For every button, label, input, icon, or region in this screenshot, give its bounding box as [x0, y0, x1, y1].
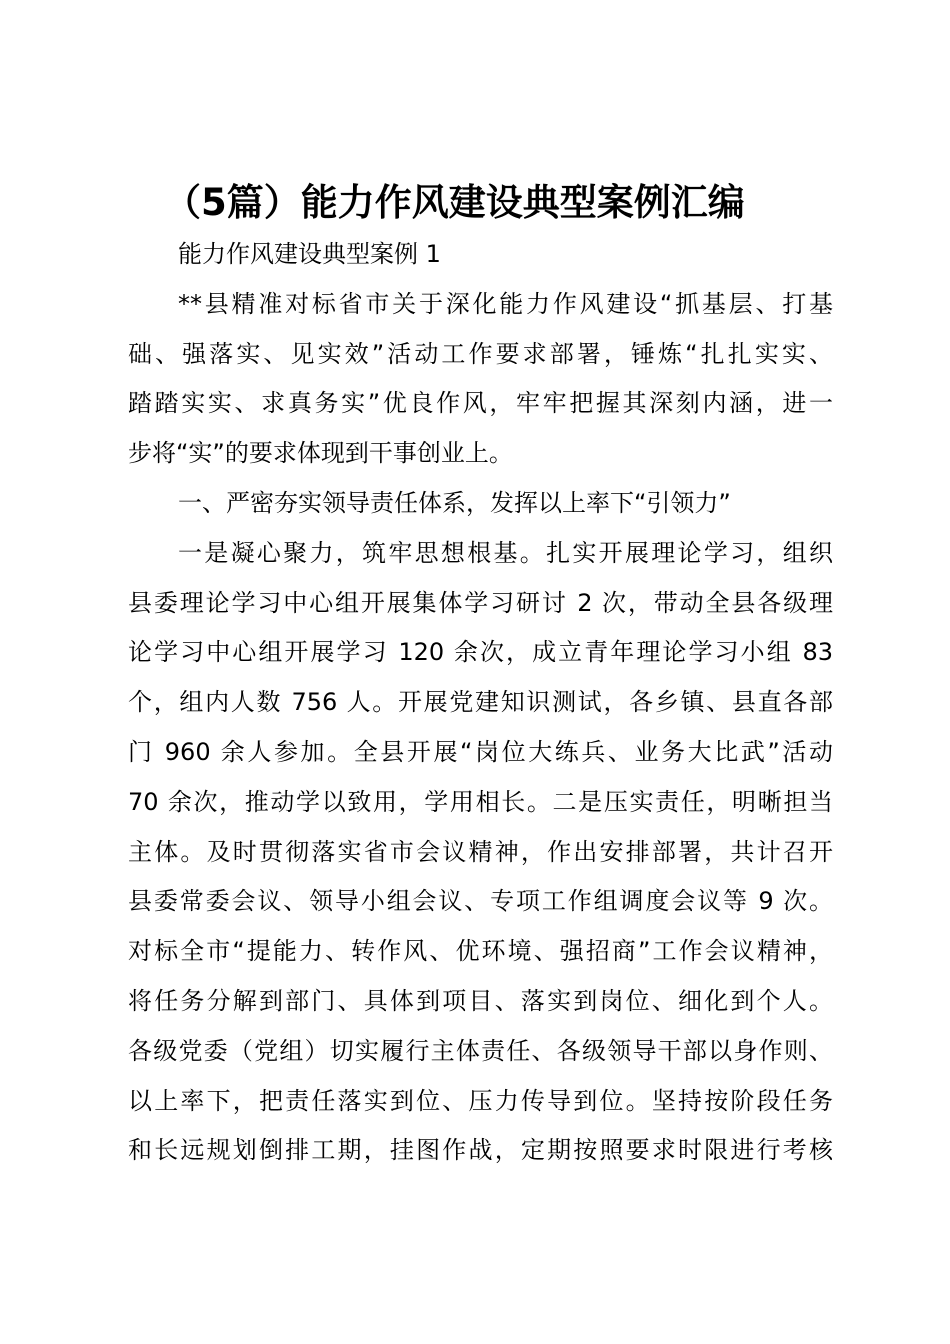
paragraph-line: 踏踏实实、求真务实”优良作风，牢牢把握其深刻内涵，进一: [128, 389, 833, 418]
paragraph-line: 各级党委（党组）切实履行主体责任、各级领导干部以身作则、: [128, 1036, 833, 1065]
paragraph-line: 以上率下，把责任落实到位、压力传导到位。坚持按阶段任务: [128, 1086, 833, 1115]
document-title: （5篇）能力作风建设典型案例汇编: [164, 181, 745, 224]
paragraph-line: 县委常委会议、领导小组会议、专项工作组调度会议等 9 次。: [128, 887, 833, 916]
paragraph-line: 一是凝心聚力，筑牢思想根基。扎实开展理论学习，组织: [178, 538, 833, 567]
section-subtitle: 能力作风建设典型案例 1: [178, 240, 441, 268]
paragraph-line: 步将“实”的要求体现到干事创业上。: [128, 439, 513, 468]
paragraph-line: 对标全市“提能力、转作风、优环境、强招商”工作会议精神，: [128, 937, 833, 966]
document-body: [128, 230, 833, 1176]
paragraph-line: 主体。及时贯彻落实省市会议精神，作出安排部署，共计召开: [128, 837, 833, 866]
paragraph-line: 论学习中心组开展学习 120 余次，成立青年理论学习小组 83: [128, 638, 833, 667]
paragraph-line: 础、强落实、见实效”活动工作要求部署，锤炼“扎扎实实、: [128, 339, 833, 368]
paragraph-line: 县委理论学习中心组开展集体学习研讨 2 次，带动全县各级理: [128, 588, 833, 617]
paragraph-line: 个，组内人数 756 人。开展党建知识测试，各乡镇、县直各部: [128, 688, 833, 717]
paragraph-line: 将任务分解到部门、具体到项目、落实到岗位、细化到个人。: [128, 986, 833, 1015]
section-heading: 一、严密夯实领导责任体系，发挥以上率下“引领力”: [178, 488, 731, 517]
paragraph-line: 门 960 余人参加。全县开展“岗位大练兵、业务大比武”活动: [128, 737, 833, 766]
paragraph-line: 70 余次，推动学以致用，学用相长。二是压实责任，明晰担当: [128, 787, 833, 816]
paragraph-line: 和长远规划倒排工期，挂图作战，定期按照要求时限进行考核: [128, 1136, 833, 1165]
paragraph-line: **县精准对标省市关于深化能力作风建设“抓基层、打基: [178, 289, 833, 318]
